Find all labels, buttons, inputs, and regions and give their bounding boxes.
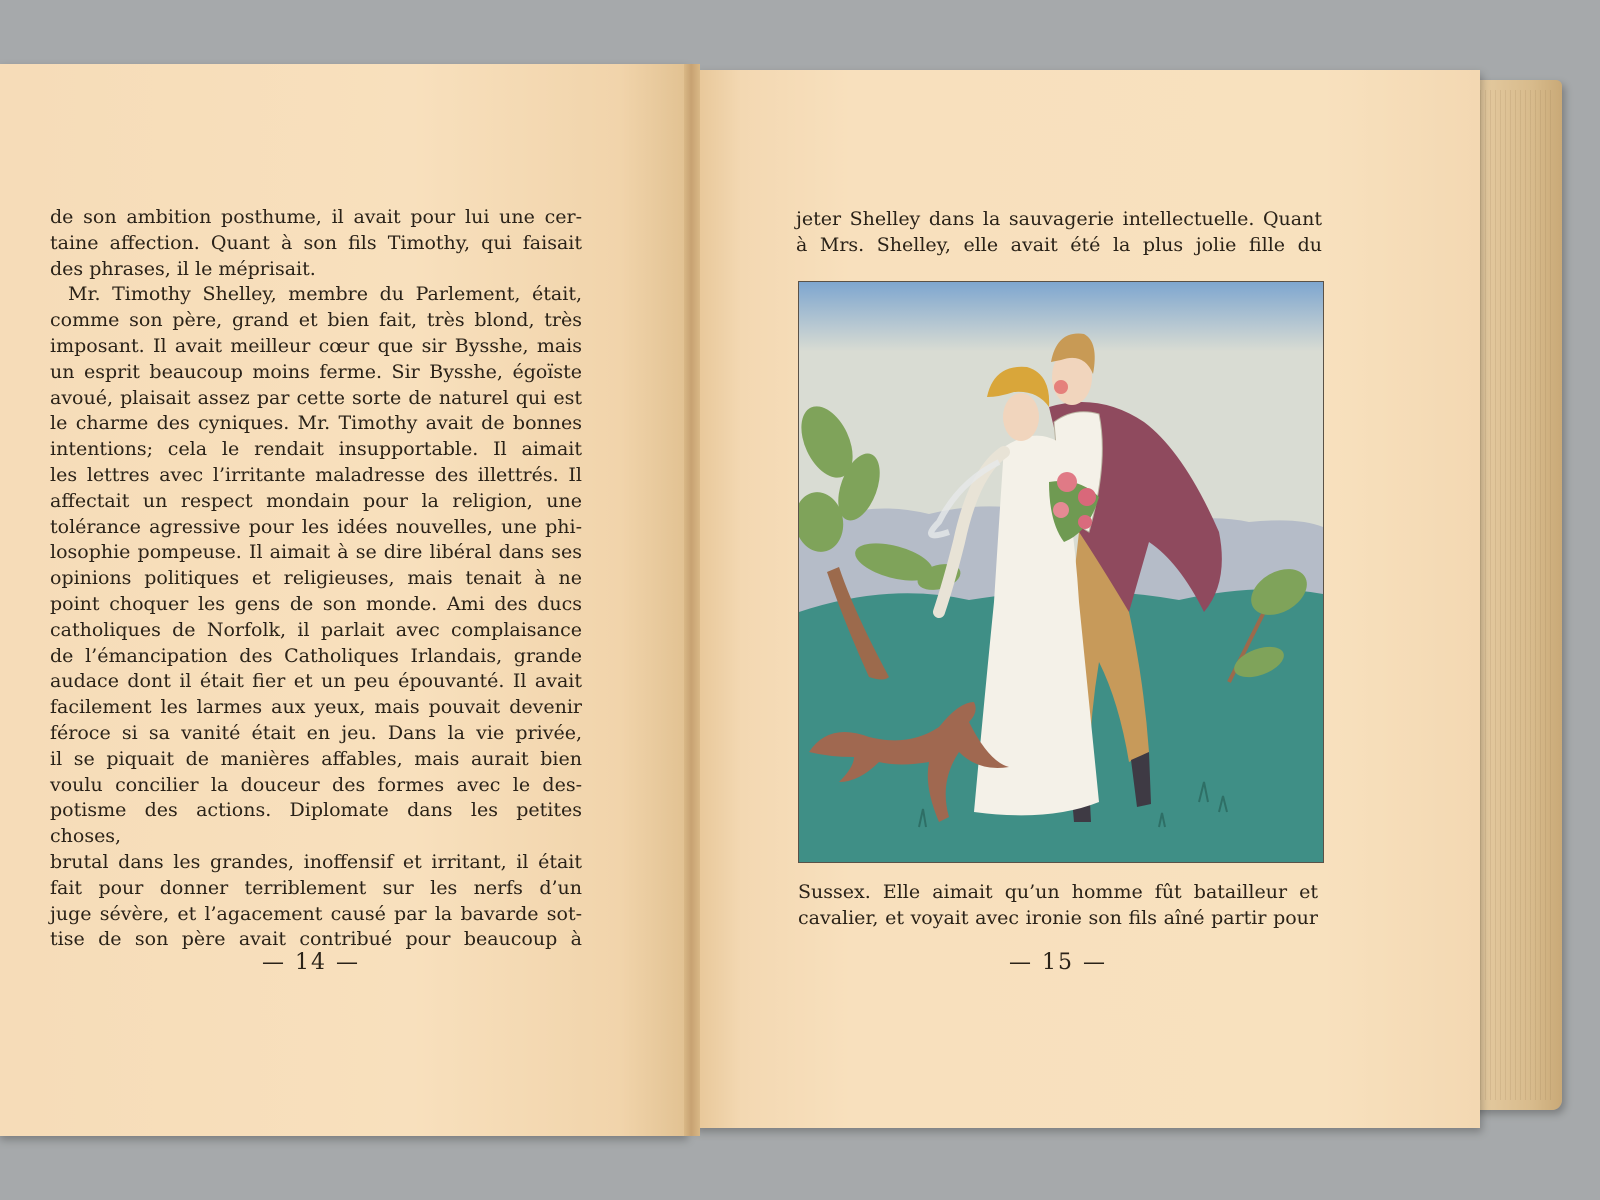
left-page-text <box>50 205 582 953</box>
left-page-text-line: catholiques de Norfolk, il parlait avec complaisance <box>50 618 582 641</box>
left-page-text-line: féroce si sa vanité était en jeu. Dans la vie privée, <box>50 721 582 744</box>
right-page-text-top-line: à Mrs. Shelley, elle avait été la plus jolie fille du <box>796 233 1322 256</box>
left-page-text-line: audace dont il était fier et un peu épouvanté. Il avait <box>50 670 582 693</box>
left-page-text-line: point choquer les gens de son monde. Ami des ducs <box>50 592 582 615</box>
left-page-text-line: affectait un respect mondain pour la religion, une <box>50 489 582 512</box>
left-page-text-line: voulu concilier la douceur des formes avec le des- <box>50 773 582 796</box>
left-page-text-line: opinions politiques et religieuses, mais tenait à ne <box>50 567 582 590</box>
illustration-svg <box>799 282 1323 862</box>
left-page-text-line: un esprit beaucoup moins ferme. Sir Bysshe, égoïste <box>50 360 582 383</box>
right-page-text-bottom-line: cavalier, et voyait avec ironie son fils aîné partir pour <box>798 906 1318 929</box>
left-page-text-line: comme son père, grand et bien fait, très blond, très <box>50 309 582 332</box>
right-page-text-bottom <box>798 880 1318 932</box>
left-page-text-line: de l’émancipation des Catholiques Irlandais, grande <box>50 644 582 667</box>
man-cheek <box>1054 380 1068 394</box>
left-page-text-line: intentions; cela le rendait insupportable. Il aimait <box>50 438 582 461</box>
left-page-text-line: tolérance agressive pour les idées nouvelles, une phi- <box>50 515 582 538</box>
left-page-text-line: facilement les larmes aux yeux, mais pouvait devenir <box>50 696 582 719</box>
left-page-text-line: fait pour donner terriblement sur les nerfs d’un <box>50 876 582 899</box>
left-page-text-line: potisme des actions. Diplomate dans les petites choses, <box>50 799 582 848</box>
right-page-text-top <box>796 207 1322 259</box>
right-page-number: — 15 — <box>1009 950 1107 975</box>
left-page-text-line: taine affection. Quant à son fils Timothy, qui faisait <box>50 231 582 254</box>
illustration-couple-walking <box>798 281 1324 863</box>
left-page-text-line: de son ambition posthume, il avait pour lui une cer- <box>50 206 582 228</box>
book-gutter <box>684 64 700 1136</box>
left-page-text-line: juge sévère, et l’agacement causé par la bavarde sot- <box>50 902 582 925</box>
left-page-number: — 14 — <box>262 950 360 975</box>
left-page-text-line: brutal dans les grandes, inoffensif et irritant, il était <box>50 850 582 873</box>
left-page-text-line: losophie pompeuse. Il aimait à se dire libéral dans ses <box>50 541 582 564</box>
left-page-text-line: des phrases, il le méprisait. <box>50 257 316 280</box>
left-page-text-line: il se piquait de manières affables, mais aurait bien <box>50 747 582 770</box>
left-page-text-line: tise de son père avait contribué pour beaucoup à <box>50 928 582 951</box>
left-page-text-line: imposant. Il avait meilleur cœur que sir Bysshe, mais <box>50 334 582 357</box>
left-page-text-line: Mr. Timothy Shelley, membre du Parlement, était, <box>68 283 582 306</box>
right-page-text-bottom-line: Sussex. Elle aimait qu’un homme fût batailleur et <box>798 881 1318 903</box>
left-page-text-line: le charme des cyniques. Mr. Timothy avait de bonnes <box>50 412 582 435</box>
woman-head <box>1003 393 1039 441</box>
left-page-text-line: avoué, plaisait assez par cette sorte de naturel qui est <box>50 386 582 409</box>
right-page-text-top-line: jeter Shelley dans la sauvagerie intellectuelle. Quant <box>796 208 1322 230</box>
left-page-text-line: les lettres avec l’irritante maladresse des illettrés. Il <box>50 463 582 486</box>
